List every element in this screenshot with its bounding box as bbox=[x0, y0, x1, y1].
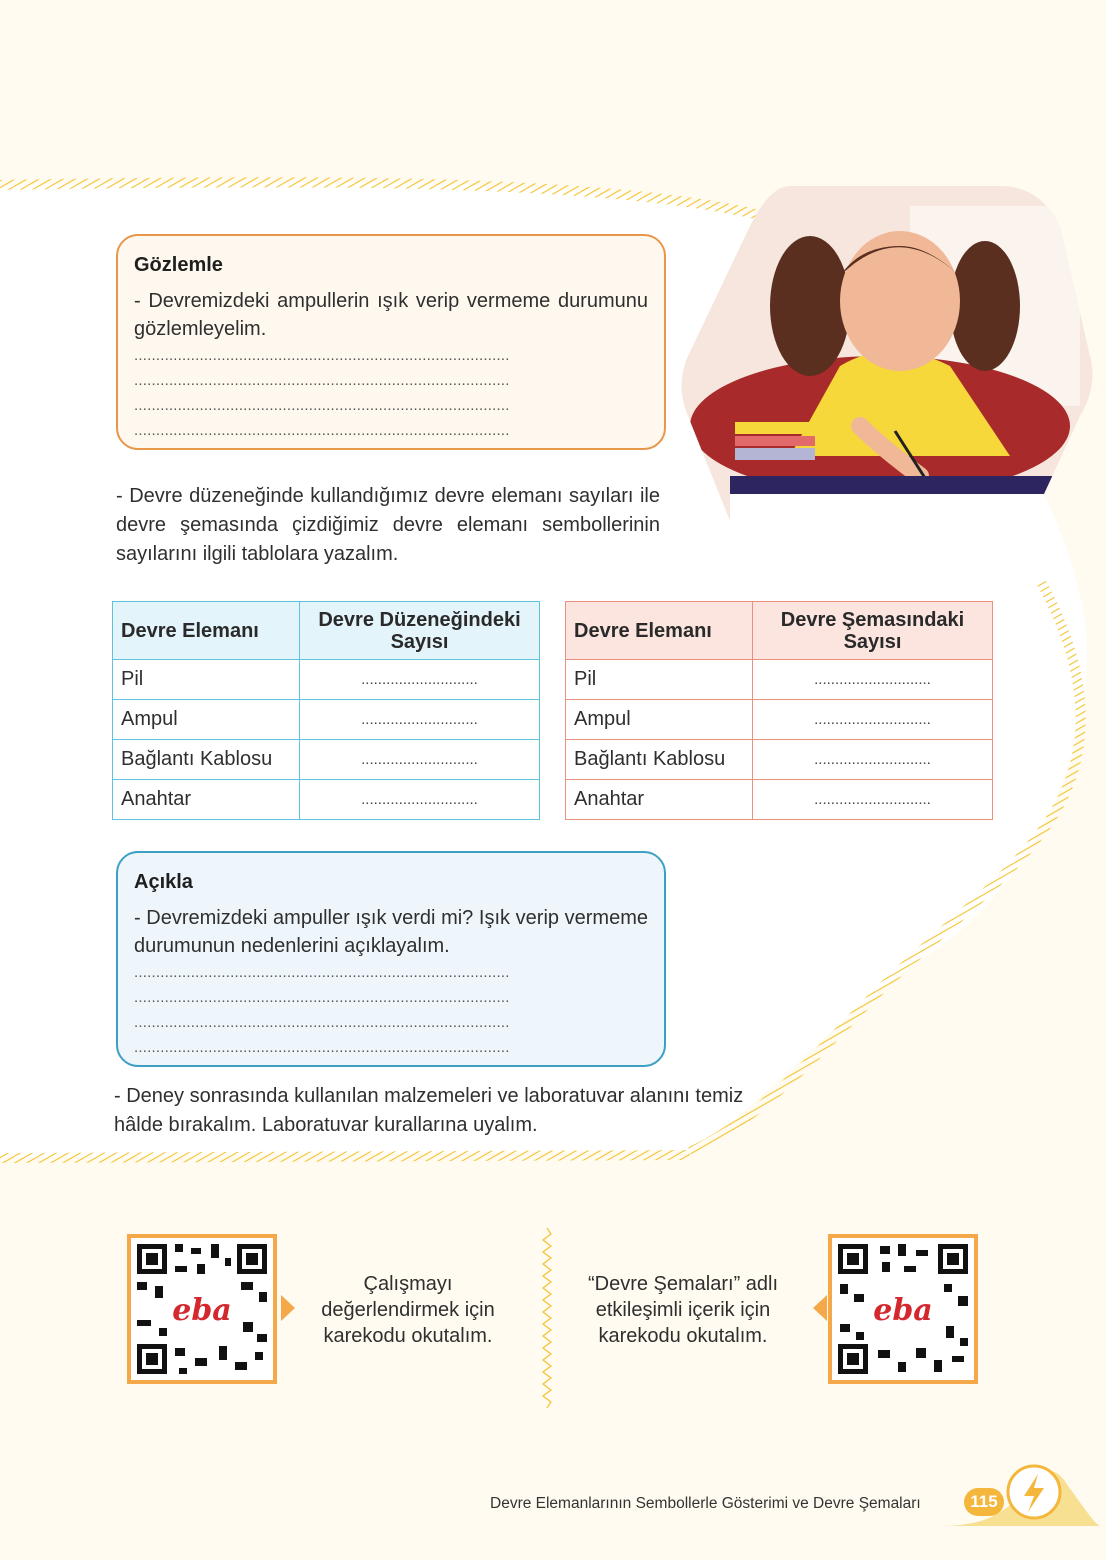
eba-logo: eba bbox=[873, 1293, 933, 1328]
girl-illustration bbox=[680, 186, 1096, 582]
element-name: Pil bbox=[566, 660, 753, 700]
observe-title: Gözlemle bbox=[134, 254, 223, 276]
count-field[interactable]: ............................ bbox=[300, 780, 540, 820]
observe-text: - Devremizdeki ampullerin ışık verip vermeme durumunu gözlemleyelim. bbox=[134, 290, 648, 340]
answer-line[interactable]: ...................................................................................... bbox=[134, 347, 510, 364]
table-header-count: Devre Şemasındaki Sayısı bbox=[753, 602, 993, 660]
count-field[interactable]: ............................ bbox=[753, 780, 993, 820]
table-row bbox=[113, 780, 540, 820]
answer-line[interactable]: ...................................................................................... bbox=[134, 372, 510, 389]
table-row bbox=[566, 780, 993, 820]
element-name: Anahtar bbox=[113, 780, 300, 820]
closing-text: - Deney sonrasında kullanılan malzemeleri ve laboratuvar alanını temiz hâlde bırakalım. Laboratuvar kurallarına uyalım. bbox=[114, 1085, 744, 1136]
instruction-text: - Devre düzeneğinde kullandığımız devre elemanı sayıları ile devre şemasında çizdiğimiz devre elemanı sembollerinin sayılarını ilgili tablolara yazalım. bbox=[116, 485, 660, 565]
footer-decoration bbox=[940, 1460, 1100, 1528]
footer-title: Devre Elemanlarının Sembollerle Gösterimi ve Devre Şemaları bbox=[490, 1495, 921, 1512]
count-field[interactable]: ............................ bbox=[300, 660, 540, 700]
table-header-element: Devre Elemanı bbox=[113, 602, 300, 660]
qr-code-evaluate[interactable] bbox=[127, 1234, 277, 1384]
count-field[interactable]: ............................ bbox=[300, 700, 540, 740]
element-name: Pil bbox=[113, 660, 300, 700]
table-header-count: Devre Düzeneğindeki Sayısı bbox=[300, 602, 540, 660]
count-field[interactable]: ............................ bbox=[753, 740, 993, 780]
answer-line[interactable]: ...................................................................................... bbox=[134, 1014, 510, 1031]
table-row bbox=[113, 700, 540, 740]
pointer-arrow-icon bbox=[281, 1295, 295, 1321]
element-name: Bağlantı Kablosu bbox=[566, 740, 753, 780]
explain-box bbox=[116, 851, 666, 1067]
table-row bbox=[566, 700, 993, 740]
circuit-diagram-table bbox=[565, 601, 993, 820]
qr-left-text: Çalışmayı değerlendirmek için karekodu okutalım. bbox=[321, 1273, 495, 1347]
circuit-setup-table bbox=[112, 601, 540, 820]
pointer-arrow-icon bbox=[813, 1295, 827, 1321]
observe-box bbox=[116, 234, 666, 450]
count-field[interactable]: ............................ bbox=[753, 660, 993, 700]
eba-logo: eba bbox=[172, 1293, 232, 1328]
qr-right-text: “Devre Şemaları” adlı etkileşimli içerik için karekodu okutalım. bbox=[587, 1273, 779, 1347]
answer-line[interactable]: ...................................................................................... bbox=[134, 422, 510, 439]
table-row bbox=[566, 740, 993, 780]
explain-text: - Devremizdeki ampuller ışık verdi mi? Işık verip vermeme durumunun nedenlerini açıklayalım. bbox=[134, 907, 648, 957]
count-field[interactable]: ............................ bbox=[300, 740, 540, 780]
answer-line[interactable]: ...................................................................................... bbox=[134, 989, 510, 1006]
table-row bbox=[566, 660, 993, 700]
qr-code-interactive[interactable] bbox=[828, 1234, 978, 1384]
element-name: Ampul bbox=[113, 700, 300, 740]
qr-pattern-icon bbox=[832, 1238, 974, 1380]
answer-line[interactable]: ...................................................................................... bbox=[134, 1039, 510, 1056]
table-header-element: Devre Elemanı bbox=[566, 602, 753, 660]
qr-pattern-icon bbox=[131, 1238, 273, 1380]
answer-line[interactable]: ...................................................................................... bbox=[134, 397, 510, 414]
zigzag-divider bbox=[540, 1228, 554, 1408]
answer-line[interactable]: ...................................................................................... bbox=[134, 964, 510, 981]
count-field[interactable]: ............................ bbox=[753, 700, 993, 740]
table-row bbox=[113, 660, 540, 700]
element-name: Anahtar bbox=[566, 780, 753, 820]
element-name: Ampul bbox=[566, 700, 753, 740]
explain-title: Açıkla bbox=[134, 871, 193, 893]
table-row bbox=[113, 740, 540, 780]
page-number: 115 bbox=[964, 1488, 1004, 1516]
element-name: Bağlantı Kablosu bbox=[113, 740, 300, 780]
